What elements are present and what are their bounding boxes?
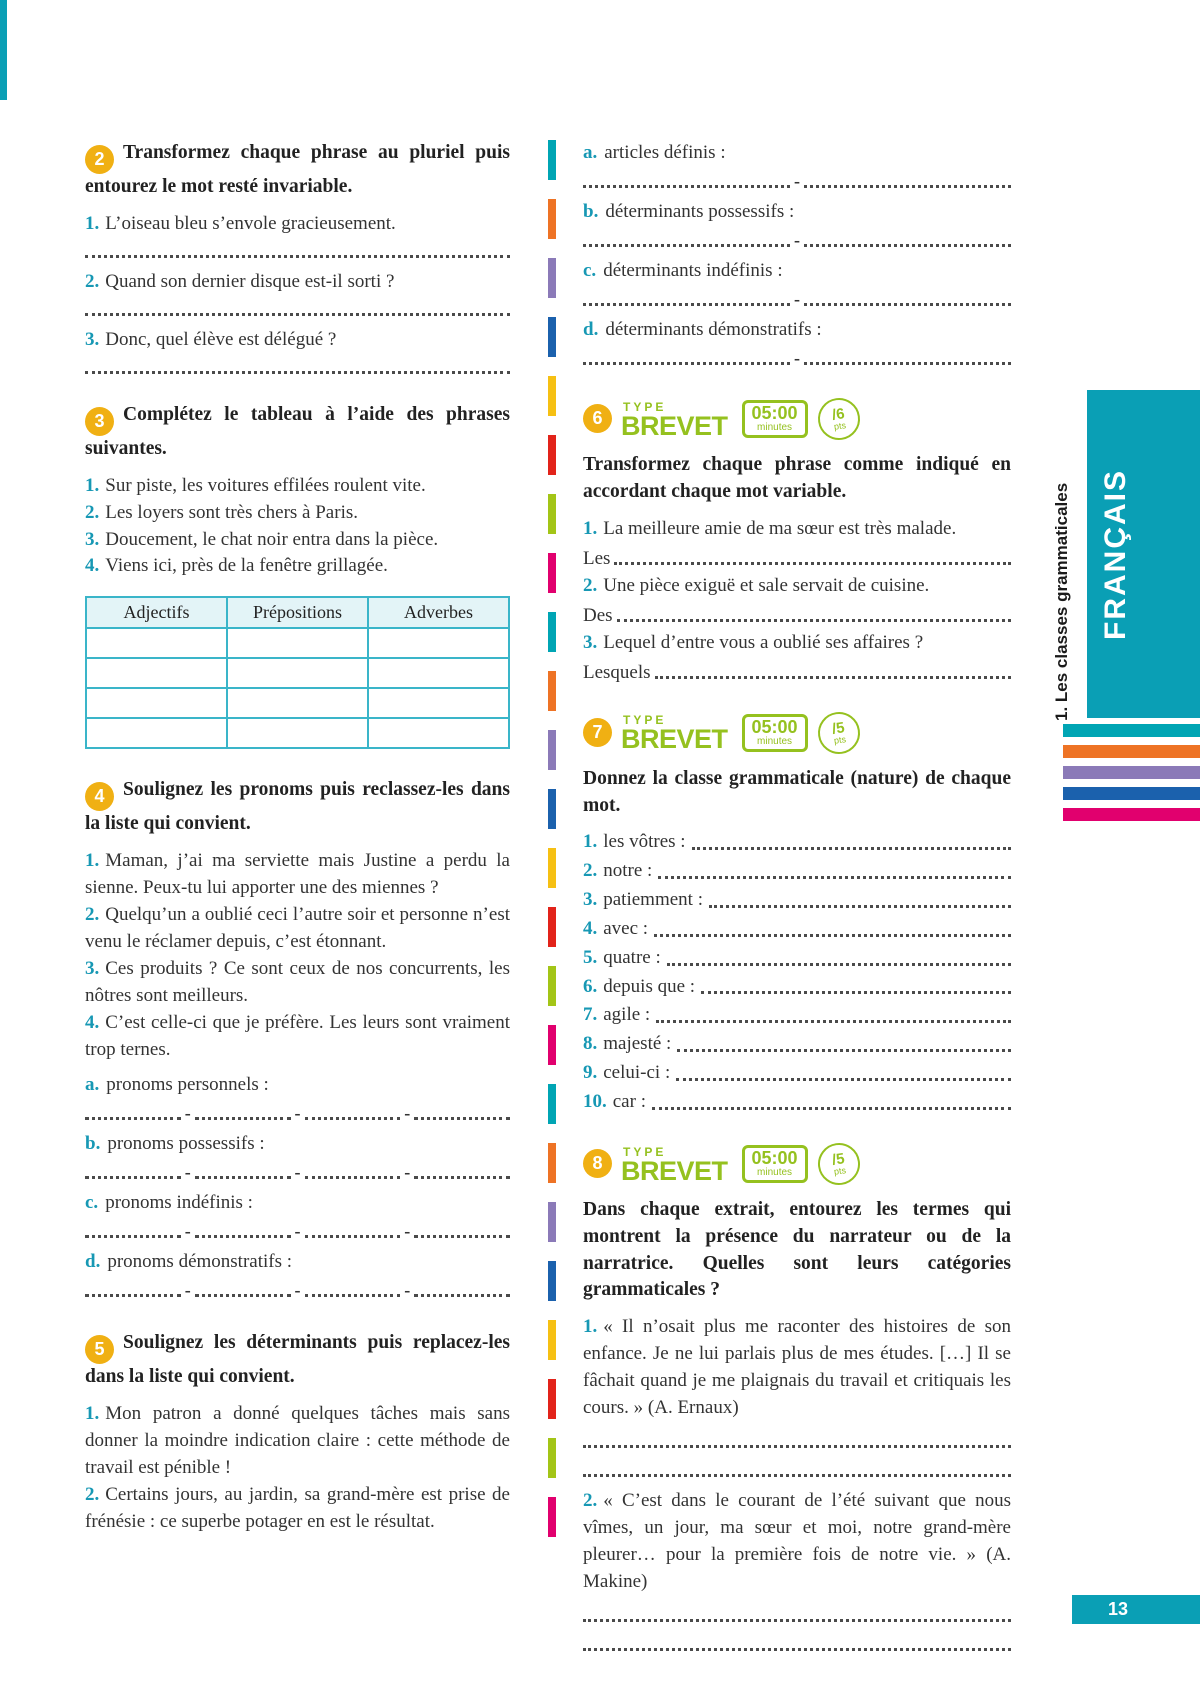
category-text: déterminants démonstratifs : <box>605 318 822 340</box>
category-letter: d. <box>583 318 599 340</box>
exercise-4-number-badge: 4 <box>85 782 114 811</box>
word-line <box>583 829 1011 855</box>
category-label <box>583 258 1011 285</box>
answer-segment-line <box>583 226 1011 252</box>
item-text: notre : <box>603 860 653 882</box>
exercise-2-number-badge: 2 <box>85 145 114 174</box>
item-number: 1. <box>583 517 598 539</box>
word-line <box>583 1060 1011 1086</box>
category-label <box>85 1190 510 1217</box>
timer-badge <box>742 1145 808 1183</box>
item-number: 2. <box>583 1490 598 1512</box>
timer-value: 05:00 <box>751 716 798 737</box>
exercise-item <box>85 473 510 500</box>
word-line <box>583 858 1011 884</box>
category-letter: c. <box>85 1191 99 1213</box>
table-empty-row <box>86 628 509 658</box>
item-text: Quand son dernier disque est-il sorti ? <box>105 270 395 292</box>
separator: - <box>404 1161 411 1182</box>
brevet-logo <box>621 1144 728 1186</box>
left-column <box>85 140 510 1679</box>
category-label <box>85 1072 510 1099</box>
item-text: Sur piste, les voitures effilées roulent vite. <box>105 474 426 496</box>
exercise-item <box>85 1010 510 1064</box>
item-text: Lequel d’entre vous a oublié ses affaires ? <box>603 631 924 653</box>
brevet-type-label: TYPE <box>623 1144 667 1159</box>
category-letter: a. <box>85 1074 100 1096</box>
category-label <box>85 1249 510 1276</box>
exercise-8-title: Dans chaque extrait, entourez les termes qui montrent la présence du narrateur ou de la narratrice. Quelles sont leurs catégories grammaticales ? <box>583 1198 1011 1301</box>
answer-segment-line <box>85 1276 510 1302</box>
answer-line <box>583 600 1011 627</box>
top-left-accent-bar <box>0 0 7 100</box>
item-number: 4. <box>583 917 598 939</box>
item-number: 7. <box>583 1004 598 1026</box>
item-text: « Il n’osait plus me raconter des histoires de son enfance. Je ne lui parlais plus de mes études. […] Il se fâchait quand je me plaignais du travail et critiquais les cours. » (A. Ernaux) <box>583 1316 1011 1419</box>
sidebar-color-bars <box>1063 724 1200 829</box>
answer-blank-line <box>85 298 510 316</box>
exercise-item <box>85 327 510 354</box>
exercise-item <box>583 516 1011 543</box>
exercise-item <box>85 527 510 554</box>
answer-blank-line <box>583 1633 1011 1651</box>
right-column <box>583 140 1011 1679</box>
answer-blank-line <box>583 1459 1011 1477</box>
points-value: /5 <box>830 718 846 738</box>
item-text: patiemment : <box>603 889 703 911</box>
item-number: 4. <box>85 555 100 577</box>
exercise-4-title: Soulignez les pronoms puis reclassez-les dans la liste qui convient. <box>85 779 510 835</box>
separator: - <box>404 1102 411 1123</box>
item-number: 1. <box>85 850 100 872</box>
exercise-2-title: Transformez chaque phrase au pluriel puis entourez le mot resté invariable. <box>85 142 510 197</box>
separator: - <box>184 1161 191 1182</box>
brevet-type-label: TYPE <box>623 713 667 728</box>
category-label <box>583 317 1011 344</box>
exercise-3-title: Complétez le tableau à l’aide des phrases suivantes. <box>85 403 510 459</box>
item-number: 3. <box>85 958 100 980</box>
table-header-row <box>86 597 509 628</box>
item-number: 3. <box>85 328 100 350</box>
chapter-label: 1. Les classes grammaticales <box>1052 482 1071 721</box>
points-unit: pts <box>832 420 847 432</box>
exercise-4 <box>85 777 510 1301</box>
word-line <box>583 1002 1011 1028</box>
separator: - <box>184 1279 191 1300</box>
exercise-8-brevet-badge <box>583 1143 1011 1185</box>
points-badge <box>815 395 862 442</box>
table-empty-row <box>86 688 509 718</box>
item-number: 1. <box>85 212 100 234</box>
exercise-item <box>85 500 510 527</box>
exercise-8 <box>583 1143 1011 1651</box>
item-text: les vôtres : <box>603 831 686 853</box>
item-number: 5. <box>583 946 598 968</box>
item-text: Quelqu’un a oublié ceci l’autre soir et personne n’est venu le réclamer depuis, c’est étonnant. <box>85 904 510 953</box>
item-text: La meilleure amie de ma sœur est très malade. <box>603 517 957 539</box>
timer-badge <box>742 400 808 438</box>
item-number: 9. <box>583 1062 598 1084</box>
answer-blank-line <box>85 356 510 374</box>
item-text: C’est celle-ci que je préfère. Les leurs sont vraiment trop ternes. <box>85 1012 510 1061</box>
exercise-item <box>85 1401 510 1482</box>
answer-line <box>583 543 1011 570</box>
points-value: /5 <box>830 1149 846 1169</box>
category-text: déterminants indéfinis : <box>603 259 783 281</box>
answer-blank-line <box>85 240 510 258</box>
separator: - <box>294 1161 301 1182</box>
item-number: 6. <box>583 975 598 997</box>
points-badge <box>815 1140 862 1187</box>
word-line <box>583 945 1011 971</box>
exercise-7-title: Donnez la classe grammaticale (nature) de chaque mot. <box>583 767 1011 816</box>
item-text: Maman, j’ai ma serviette mais Justine a perdu la sienne. Peux-tu lui apporter une des miennes ? <box>85 850 510 899</box>
brevet-name-label: BREVET <box>621 1155 728 1186</box>
category-letter: b. <box>85 1132 101 1154</box>
exercise-7 <box>583 712 1011 1115</box>
exercise-4-heading <box>85 777 510 838</box>
category-letter: b. <box>583 200 599 222</box>
category-letter: c. <box>583 259 597 281</box>
item-number: 2. <box>85 904 100 926</box>
separator: - <box>184 1102 191 1123</box>
item-text: Les loyers sont très chers à Paris. <box>105 501 358 523</box>
category-letter: a. <box>583 142 598 163</box>
exercise-6 <box>583 398 1011 684</box>
table-header-prepositions: Prépositions <box>227 597 368 628</box>
separator: - <box>404 1220 411 1241</box>
exercise-7-number-badge: 7 <box>583 718 612 747</box>
item-number: 1. <box>85 1402 100 1424</box>
exercise-3-number-badge: 3 <box>85 407 114 436</box>
exercise-7-brevet-badge <box>583 712 1011 754</box>
exercise-5-title: Soulignez les déterminants puis replacez-les dans la liste qui convient. <box>85 1331 510 1387</box>
item-text: majesté : <box>603 1033 672 1055</box>
subject-label: FRANÇAIS <box>1099 468 1132 640</box>
item-text: quatre : <box>603 946 661 968</box>
answer-segment-line <box>583 344 1011 370</box>
exercise-2-heading <box>85 140 510 201</box>
item-number: 4. <box>85 1012 100 1034</box>
separator: - <box>184 1220 191 1241</box>
separator: - <box>404 1279 411 1300</box>
brevet-name-label: BREVET <box>621 410 728 441</box>
exercise-item <box>85 269 510 296</box>
item-number: 10. <box>583 1090 607 1112</box>
item-text: Mon patron a donné quelques tâches mais sans donner la moindre indication claire : cette méthode de travail est pénible ! <box>85 1402 510 1478</box>
exercise-3 <box>85 402 510 750</box>
exercise-6-brevet-badge <box>583 398 1011 440</box>
answer-blank-line <box>583 1430 1011 1448</box>
exercise-item <box>85 902 510 956</box>
item-text: L’oiseau bleu s’envole gracieusement. <box>105 212 396 234</box>
word-line <box>583 974 1011 1000</box>
exercise-item <box>85 956 510 1010</box>
word-line <box>583 1089 1011 1115</box>
item-text: depuis que : <box>603 975 696 997</box>
timer-unit: minutes <box>757 421 793 433</box>
table-empty-row <box>86 658 509 688</box>
exercise-5-number-badge: 5 <box>85 1335 114 1364</box>
answer-segment-line <box>583 285 1011 311</box>
exercise-item <box>85 553 510 580</box>
timer-value: 05:00 <box>751 1147 798 1168</box>
item-text: celui-ci : <box>603 1062 671 1084</box>
item-text: Une pièce exiguë et sale servait de cuisine. <box>603 574 930 596</box>
item-number: 2. <box>85 1483 100 1505</box>
points-unit: pts <box>832 1164 847 1177</box>
item-text: avec : <box>603 917 649 939</box>
item-number: 8. <box>583 1033 598 1055</box>
item-text: agile : <box>603 1004 651 1026</box>
category-label <box>583 140 1011 167</box>
points-badge <box>815 709 862 756</box>
exercise-3-heading <box>85 402 510 463</box>
exercise-item <box>583 630 1011 657</box>
category-text: pronoms indéfinis : <box>105 1191 253 1213</box>
answer-prefix: Lesquels <box>583 661 651 683</box>
category-label <box>85 1131 510 1158</box>
item-text: Ces produits ? Ce sont ceux de nos concurrents, les nôtres sont meilleurs. <box>85 958 510 1007</box>
word-line <box>583 916 1011 942</box>
item-number: 1. <box>583 831 598 853</box>
answer-segment-line <box>583 167 1011 193</box>
brevet-logo <box>621 713 728 755</box>
item-text: Doucement, le chat noir entra dans la pièce. <box>105 528 439 550</box>
table-header-adverbes: Adverbes <box>368 597 509 628</box>
exercise-5-lists <box>583 140 1011 370</box>
category-text: pronoms démonstratifs : <box>107 1250 293 1272</box>
exercise-item <box>583 1314 1011 1422</box>
category-text: pronoms possessifs : <box>107 1132 265 1154</box>
separator: - <box>794 347 800 368</box>
separator: - <box>794 229 800 250</box>
timer-badge <box>742 714 808 752</box>
exercise-item <box>583 573 1011 600</box>
category-text: pronoms personnels : <box>106 1074 269 1096</box>
answer-prefix: Les <box>583 547 611 569</box>
exercise-item <box>85 848 510 902</box>
page-number: 13 <box>1108 1599 1129 1619</box>
points-value: /6 <box>830 405 846 424</box>
item-number: 3. <box>85 528 100 550</box>
brevet-type-label: TYPE <box>623 399 667 414</box>
word-line <box>583 887 1011 913</box>
item-number: 2. <box>85 270 100 292</box>
answer-line <box>583 657 1011 684</box>
separator: - <box>294 1279 301 1300</box>
item-text: car : <box>612 1090 646 1112</box>
answer-segment-line <box>85 1217 510 1243</box>
answer-blank-line <box>583 1604 1011 1622</box>
category-letter: d. <box>85 1250 101 1272</box>
category-text: déterminants possessifs : <box>605 200 795 222</box>
exercise-item <box>85 1482 510 1536</box>
item-number: 3. <box>583 889 598 911</box>
classification-table <box>85 596 510 749</box>
item-text: Viens ici, près de la fenêtre grillagée. <box>105 555 388 577</box>
answer-segment-line <box>85 1099 510 1125</box>
item-text: Donc, quel élève est délégué ? <box>105 328 337 350</box>
exercise-5 <box>85 1330 510 1536</box>
separator: - <box>794 288 800 309</box>
brevet-logo <box>621 399 728 441</box>
category-label <box>583 199 1011 226</box>
word-line <box>583 1031 1011 1057</box>
item-number: 1. <box>583 1316 598 1338</box>
item-number: 2. <box>85 501 100 523</box>
exercise-item <box>85 211 510 238</box>
item-text: « C’est dans le courant de l’été suivant que nous vîmes, un jour, ma sœur et moi, notre grand-mère pleurer… pour la première fois de notre vie. » (A. Makine) <box>583 1490 1011 1593</box>
answer-prefix: Des <box>583 604 613 626</box>
answer-segment-line <box>85 1158 510 1184</box>
exercise-2 <box>85 140 510 374</box>
brevet-name-label: BREVET <box>621 724 728 755</box>
timer-unit: minutes <box>757 1166 793 1178</box>
separator: - <box>294 1102 301 1123</box>
separator: - <box>294 1220 301 1241</box>
table-empty-row <box>86 718 509 748</box>
item-number: 2. <box>583 574 598 596</box>
exercise-8-number-badge: 8 <box>583 1149 612 1178</box>
category-text: articles définis : <box>604 142 726 163</box>
exercise-6-number-badge: 6 <box>583 404 612 433</box>
item-number: 3. <box>583 631 598 653</box>
page-number-box <box>1072 1595 1200 1624</box>
page-content <box>85 140 1011 1679</box>
points-unit: pts <box>832 733 847 746</box>
timer-value: 05:00 <box>751 402 798 423</box>
exercise-item <box>583 1488 1011 1596</box>
item-number: 1. <box>85 474 100 496</box>
separator: - <box>794 170 800 191</box>
exercise-6-title: Transformez chaque phrase comme indiqué en accordant chaque mot variable. <box>583 453 1011 502</box>
exercise-5-heading <box>85 1330 510 1391</box>
item-text: Certains jours, au jardin, sa grand-mère est prise de frénésie : ce superbe potager en est le résultat. <box>85 1483 510 1532</box>
timer-unit: minutes <box>757 735 793 747</box>
subject-tab <box>1087 390 1200 718</box>
item-number: 2. <box>583 860 598 882</box>
column-divider <box>510 140 583 1679</box>
table-header-adjectifs: Adjectifs <box>86 597 227 628</box>
